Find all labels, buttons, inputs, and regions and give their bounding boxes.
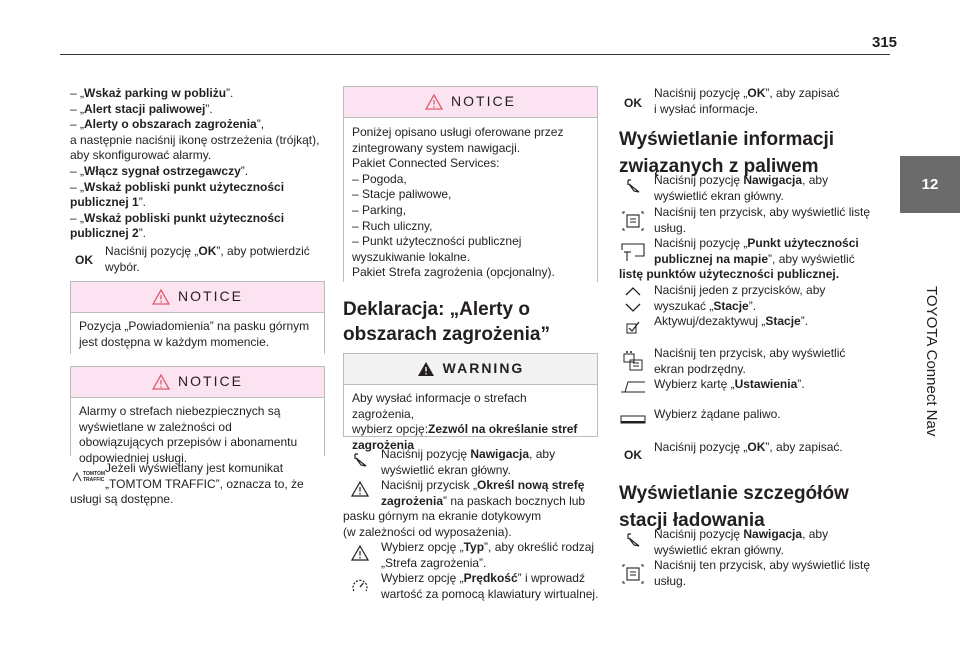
notice-title: NOTICE — [178, 288, 243, 305]
services-list-icon — [622, 211, 644, 231]
speedometer-icon — [351, 577, 369, 595]
page-number: 315 — [872, 34, 898, 51]
warning-triangle-icon — [417, 361, 435, 377]
list-item: – „Włącz sygnał ostrzegawczy”. — [70, 163, 249, 178]
list-item: – „Alerty o obszarach zagrożenia”, — [70, 117, 265, 132]
navigation-icon — [625, 178, 641, 194]
list-item: – „Alert stacji paliwowej”. — [70, 101, 213, 116]
step-text: Naciśnij pozycję „OK”, aby zapisać i wysłać informacje. — [654, 86, 840, 116]
step-text: Wybierz opcję „Typ”, aby określić rodzaj „Strefa zagrożenia”. — [381, 540, 595, 570]
chevron-down-icon — [625, 303, 641, 313]
step-text: Wybierz opcję „Prędkość” i wprowadź wartość za pomocą klawiatury wirtualnej. — [381, 571, 599, 601]
tomtom-traffic-icon: TOMTOM TRAFFIC — [72, 470, 106, 484]
text-line: a następnie naciśnij ikonę ostrzeżenia (trójkąt), — [70, 132, 320, 147]
list-item: – „Wskaż parking w pobliżu”. — [70, 86, 234, 100]
warning-body: Aby wysłać informacje o strefach zagrożenia, wybierz opcję:Zezwól na określanie stref zagrożenia — [352, 391, 578, 452]
side-label: TOYOTA Connect Nav — [923, 286, 940, 437]
notice-body: Pozycja „Powiadomienia” na pasku górnym jest dostępna w każdym momencie. — [71, 313, 324, 361]
step-text: Naciśnij ten przycisk, aby wyświetlić listę usług. — [654, 205, 871, 235]
ok-icon: OK — [624, 96, 642, 110]
step-text: Wybierz żądane paliwo. — [654, 407, 781, 421]
section-heading: Wyświetlanie szczegółów stacji ładowania — [619, 483, 849, 531]
warning-triangle-icon — [152, 289, 170, 305]
fuel-select-icon — [620, 413, 646, 425]
tomtom-info: Jeżeli wyświetlany jest komunikat „TOMTOM TRAFFIC”, oznacza to, że usługi są dostępne. — [70, 461, 304, 507]
notice-box-2 — [70, 366, 325, 465]
notice-title: NOTICE — [451, 93, 516, 110]
step-text: Wybierz kartę „Ustawienia”. — [654, 377, 805, 391]
notice-box-1 — [70, 281, 325, 354]
step-text: Naciśnij pozycję Nawigacja, aby wyświetlić ekran główny. — [654, 527, 829, 557]
step-text: Naciśnij ten przycisk, aby wyświetlić ekran podrzędny. — [654, 346, 846, 376]
warning-title: WARNING — [442, 360, 525, 377]
notice-box-3 — [343, 86, 598, 282]
list-item: – „Wskaż pobliski punkt użyteczności — [70, 179, 285, 194]
navigation-icon — [625, 532, 641, 548]
notice-body: Poniżej opisano usługi oferowane przez zintegrowany system nawigacji. Pakiet Connected Services: – Pogoda, – Stacje paliwowe, – Parking, – Ruch uliczny, – Punkt użyteczności publicznej wyszukiwanie lokalne. Pakiet Strefa zagrożenia (opcjonalny). — [344, 118, 597, 291]
step-text: Naciśnij jeden z przycisków, aby wyszukać „Stacje”. — [654, 283, 826, 313]
warning-triangle-icon — [152, 374, 170, 390]
step-text: Naciśnij ten przycisk, aby wyświetlić listę usług. — [654, 558, 871, 588]
warning-box — [343, 353, 598, 452]
step-text: Naciśnij pozycję Nawigacja, aby wyświetlić ekran główny. — [654, 173, 829, 203]
services-list-icon — [622, 564, 644, 584]
notice-body: Alarmy o strefach niebezpiecznych są wyświetlane w zależności od obowiązujących przepisów i abonamentu odpowiedniej usługi. — [71, 398, 324, 463]
section-heading: Deklaracja: „Alerty o obszarach zagrożenia” — [343, 299, 550, 345]
step-text: Naciśnij pozycję „Punkt użyteczności publicznej na mapie”, aby wyświetlić listę punktów użyteczności publicznej. — [619, 236, 859, 282]
step-text: Naciśnij przycisk „Określ nową strefę zagrożenia” na paskach bocznych lub pasku górnym na ekranie dotykowym (w zależności od wyposażenia). — [343, 478, 586, 539]
column-1 — [70, 86, 330, 242]
ok-instruction: Naciśnij pozycję „OK”, aby potwierdzić wybór. — [105, 244, 310, 274]
warning-triangle-icon — [351, 545, 369, 561]
notice-title: NOTICE — [178, 373, 243, 390]
list-item: publicznej 1”. — [70, 195, 147, 210]
sub-screen-icon — [622, 350, 644, 372]
text-line: aby skonfigurować alarmy. — [70, 148, 212, 163]
step-text: Naciśnij pozycję „OK”, aby zapisać. — [654, 440, 843, 454]
checkbox-icon — [626, 321, 640, 334]
navigation-icon — [352, 452, 368, 468]
chevron-up-icon — [625, 286, 641, 296]
tab-icon — [620, 381, 646, 393]
section-tab: 12 — [900, 156, 960, 213]
warning-triangle-icon — [425, 94, 443, 110]
step-text: Aktywuj/dezaktywuj „Stacje”. — [654, 314, 809, 328]
list-item: publicznej 2”. — [70, 226, 147, 241]
header-rule — [60, 54, 890, 55]
section-heading: Wyświetlanie informacji związanych z paliwem — [619, 129, 835, 177]
step-text: Naciśnij pozycję Nawigacja, aby wyświetlić ekran główny. — [381, 447, 556, 477]
list-item: – „Wskaż pobliski punkt użyteczności — [70, 210, 285, 225]
ok-icon: OK — [624, 448, 642, 462]
ok-icon: OK — [75, 253, 93, 267]
